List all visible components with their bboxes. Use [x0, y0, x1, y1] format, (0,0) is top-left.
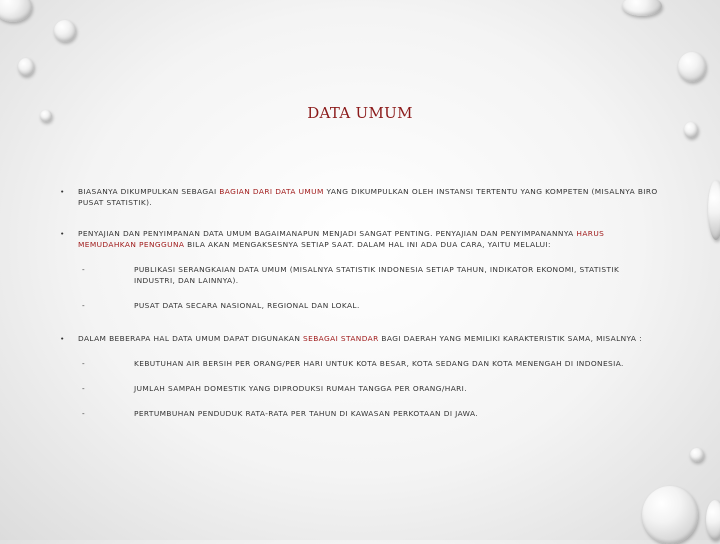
water-droplet	[54, 20, 76, 42]
water-droplet	[678, 52, 706, 82]
water-droplet	[18, 58, 34, 76]
sub-mark: -	[82, 301, 86, 310]
slide-body	[60, 186, 660, 441]
sub-item	[78, 358, 660, 369]
sub-item	[78, 264, 660, 286]
sub-text: PUBLIKASI SERANGKAIAN DATA UMUM (MISALNYA STATISTIK INDONESIA SETIAP TAHUN, INDIKATOR EKONOMI, STATISTIK INDUSTRI, DAN LAINNYA).	[134, 265, 620, 285]
bullet-text: YANG DIKUMPULKAN OLEH INSTANSI TERTENTU YANG KOMPETEN (MISALNYA BIRO PUSAT STATISTIK).	[78, 187, 658, 207]
water-droplet	[642, 486, 698, 544]
sub-text: KEBUTUHAN AIR BERSIH PER ORANG/PER HARI UNTUK KOTA BESAR, KOTA SEDANG DAN KOTA MENENGAH DI INDONESIA.	[134, 359, 624, 368]
water-droplet	[706, 500, 720, 540]
slide-title: DATA UMUM	[307, 104, 413, 122]
bullet-mark: •	[60, 229, 65, 238]
sub-item	[78, 300, 660, 311]
bullet-text: DALAM BEBERAPA HAL DATA UMUM DAPAT DIGUNAKAN	[78, 334, 304, 343]
sub-mark: -	[82, 384, 86, 393]
sub-mark: -	[82, 409, 86, 418]
sub-text: PERTUMBUHAN PENDUDUK RATA-RATA PER TAHUN DI KAWASAN PERKOTAAN DI JAWA.	[134, 409, 479, 418]
water-droplet	[622, 0, 662, 16]
sub-text: JUMLAH SAMPAH DOMESTIK YANG DIPRODUKSI RUMAH TANGGA PER ORANG/HARI.	[134, 384, 468, 393]
bullet-item	[60, 186, 660, 208]
bullet-text: BIASANYA DIKUMPULKAN SEBAGAI	[78, 187, 220, 196]
highlight-text: BAGIAN DARI DATA UMUM	[219, 187, 324, 196]
bullet-text: BAGI DAERAH YANG MEMILIKI KARAKTERISTIK SAMA, MISALNYA :	[378, 334, 642, 343]
highlight-text: HARUS MEMUDAHKAN PENGGUNA	[78, 229, 605, 249]
water-droplet	[684, 122, 698, 138]
bullet-text: PENYAJIAN DAN PENYIMPANAN DATA UMUM BAGAIMANAPUN MENJADI SANGAT PENTING. PENYAJIAN DAN PENYIMPANANNYA	[78, 229, 577, 238]
water-droplet	[0, 0, 32, 22]
sub-mark: -	[82, 359, 86, 368]
water-droplet	[690, 448, 704, 462]
sub-mark: -	[82, 265, 86, 274]
bullet-item	[60, 228, 660, 311]
sub-item	[78, 408, 660, 419]
highlight-text: SEBAGAI STANDAR	[303, 334, 379, 343]
water-droplet	[708, 180, 720, 240]
bullet-item	[60, 333, 660, 419]
sub-text: PUSAT DATA SECARA NASIONAL, REGIONAL DAN LOKAL.	[134, 301, 360, 310]
bullet-mark: •	[60, 334, 65, 343]
bullet-text: BILA AKAN MENGAKSESNYA SETIAP SAAT. DALAM HAL INI ADA DUA CARA, YAITU MELALUI:	[184, 240, 551, 249]
bullet-mark: •	[60, 187, 65, 196]
sub-item	[78, 383, 660, 394]
